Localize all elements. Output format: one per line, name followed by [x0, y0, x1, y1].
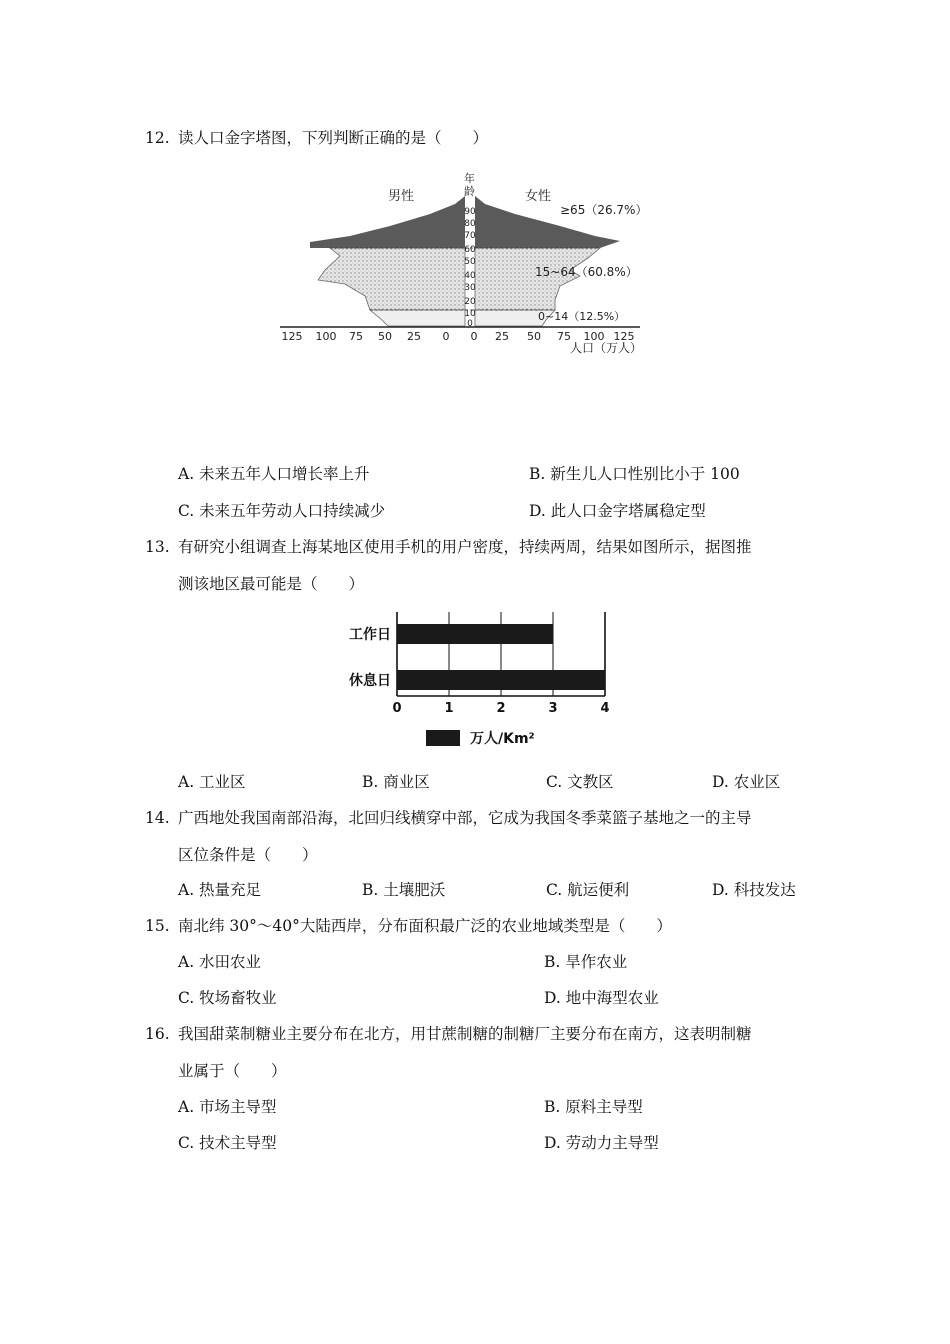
question-number: 13.: [145, 538, 170, 556]
x-tick: 50: [378, 330, 392, 343]
x-tick: 0: [442, 330, 450, 343]
x-tick: 50: [527, 330, 541, 343]
option-15-b[interactable]: B. 旱作农业: [544, 953, 628, 971]
age-tick: 30: [464, 283, 476, 293]
chart-category-label: 休息日: [349, 673, 391, 689]
x-tick: 0: [470, 330, 478, 343]
option-14-b[interactable]: B. 土壤肥沃: [362, 881, 446, 899]
option-15-a[interactable]: A. 水田农业: [178, 953, 262, 971]
pyramid-working-male: [318, 248, 465, 310]
x-tick: 75: [349, 330, 363, 343]
population-x-label: 人口（万人）: [570, 341, 643, 355]
x-tick: 25: [495, 330, 509, 343]
chart-categories: [349, 626, 391, 689]
question-stem-line-2: 业属于（ ）: [178, 1062, 287, 1080]
chart-tick-label: 4: [600, 701, 610, 716]
question-number: 15.: [145, 917, 170, 935]
age-tick: 60: [464, 245, 476, 255]
legend-swatch: [426, 730, 460, 746]
chart-tick-label: 1: [444, 701, 454, 716]
chart-category-label: 工作日: [349, 627, 391, 643]
option-16-c[interactable]: C. 技术主导型: [178, 1134, 277, 1152]
x-tick: 75: [557, 330, 571, 343]
question-stem-line-2: 测该地区最可能是（ ）: [178, 575, 365, 593]
chart-bar: [397, 624, 553, 644]
population-pyramid-figure: [270, 168, 680, 358]
age-tick: 70: [464, 231, 476, 241]
option-13-b[interactable]: B. 商业区: [362, 773, 430, 791]
population-pyramid: [270, 168, 680, 358]
x-tick: 100: [315, 330, 337, 343]
question-number: 16.: [145, 1025, 170, 1043]
question-number: 12.: [145, 129, 170, 147]
age-axis-label-1: 年: [464, 172, 475, 185]
age-tick: 10: [464, 309, 476, 319]
question-stem-line-1: 广西地处我国南部沿海，北回归线横穿中部，它成为我国冬季菜篮子基地之一的主导: [178, 809, 752, 827]
age-axis-label-2: 龄: [464, 185, 475, 198]
age-tick: 20: [464, 297, 476, 307]
x-tick: 100: [583, 330, 605, 343]
option-16-a[interactable]: A. 市场主导型: [178, 1098, 277, 1116]
age-tick: 50: [464, 257, 476, 267]
question-number: 14.: [145, 809, 170, 827]
age-tick: 40: [464, 271, 476, 281]
left-population-ticks: [282, 330, 450, 343]
chart-tick-label: 0: [392, 701, 402, 716]
phone-density-chart-figure: [330, 608, 630, 758]
phone-density-bar-chart: [330, 608, 630, 758]
question-stem: 南北纬 30°～40°大陆西岸，分布面积最广泛的农业地域类型是（ ）: [178, 917, 672, 935]
male-label: 男性: [388, 189, 415, 204]
option-15-d[interactable]: D. 地中海型农业: [544, 989, 659, 1007]
age-tick: 90: [464, 207, 476, 217]
x-tick: 25: [407, 330, 421, 343]
chart-bar: [397, 670, 605, 690]
option-16-b[interactable]: B. 原料主导型: [544, 1098, 643, 1116]
option-12-d[interactable]: D. 此人口金字塔属稳定型: [529, 502, 706, 520]
female-label: 女性: [525, 189, 552, 204]
pyramid-youth-male: [370, 310, 465, 326]
group-label-youth: 0~14（12.5%）: [538, 310, 626, 323]
option-14-d[interactable]: D. 科技发达: [712, 881, 796, 899]
option-13-d[interactable]: D. 农业区: [712, 773, 781, 791]
option-14-c[interactable]: C. 航运便利: [546, 881, 630, 899]
x-tick: 125: [613, 330, 635, 343]
chart-legend-label: 万人/Km²: [470, 731, 535, 747]
question-stem-line-2: 区位条件是（ ）: [178, 846, 318, 864]
question-stem-line-1: 有研究小组调查上海某地区使用手机的用户密度，持续两周，结果如图所示，据图推: [178, 538, 752, 556]
option-12-a[interactable]: A. 未来五年人口增长率上升: [178, 465, 370, 483]
chart-ticks: [392, 701, 609, 716]
option-12-c[interactable]: C. 未来五年劳动人口持续减少: [178, 502, 386, 520]
x-tick: 125: [281, 330, 303, 343]
option-14-a[interactable]: A. 热量充足: [178, 881, 262, 899]
option-12-b[interactable]: B. 新生儿人口性别比小于 100: [529, 465, 740, 483]
option-15-c[interactable]: C. 牧场畜牧业: [178, 989, 277, 1007]
chart-tick-label: 2: [496, 701, 506, 716]
age-tick: 0: [467, 319, 473, 329]
pyramid-working-female: [475, 248, 600, 310]
option-13-a[interactable]: A. 工业区: [178, 773, 246, 791]
group-label-working: 15~64（60.8%）: [535, 265, 638, 279]
option-13-c[interactable]: C. 文教区: [546, 773, 614, 791]
age-tick: 80: [464, 219, 476, 229]
age-ticks: [464, 207, 476, 329]
group-label-elderly: ≥65（26.7%）: [560, 203, 648, 217]
chart-tick-label: 3: [548, 701, 558, 716]
question-stem: 读人口金字塔图，下列判断正确的是（ ）: [178, 129, 489, 147]
question-stem-line-1: 我国甜菜制糖业主要分布在北方，用甘蔗制糖的制糖厂主要分布在南方，这表明制糖: [178, 1025, 752, 1043]
option-16-d[interactable]: D. 劳动力主导型: [544, 1134, 659, 1152]
